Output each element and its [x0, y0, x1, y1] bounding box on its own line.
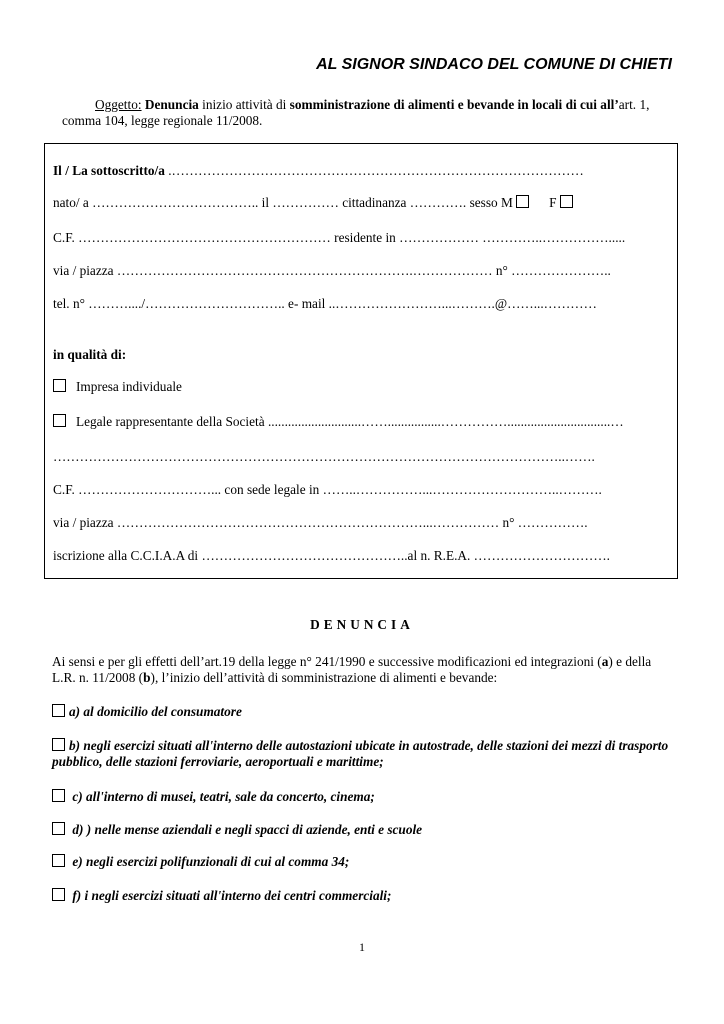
- sottoscritto-label: Il / La sottoscritto/a: [53, 163, 165, 178]
- cciaa-row[interactable]: iscrizione alla C.C.I.A.A di ………………………………………..al n. R.E.A. ………………………….: [53, 548, 610, 563]
- oggetto-text-2: art. 1, comma 104, legge regionale 11/2008.: [62, 97, 650, 128]
- option-a-checkbox[interactable]: [52, 704, 65, 717]
- option-f-checkbox[interactable]: [52, 888, 65, 901]
- page-number: 1: [359, 940, 365, 954]
- sesso-m-checkbox[interactable]: [516, 195, 529, 208]
- option-f-row: [52, 888, 676, 904]
- societa-dots-row[interactable]: ……………………………………………………………………………………………………..…….: [53, 449, 595, 464]
- impresa-label: Impresa individuale: [75, 379, 182, 394]
- option-d-row: [52, 822, 676, 838]
- denuncia-paragraph: [52, 654, 674, 686]
- cf-row[interactable]: C.F. ………………………………………………… residente in ……………… …………..…………….....: [53, 230, 626, 245]
- denuncia-title: DENUNCIA: [310, 617, 414, 632]
- sottoscritto-field: .…………………………………………………………………………………: [164, 163, 584, 178]
- option-c-checkbox[interactable]: [52, 789, 65, 802]
- option-e-row: [52, 854, 676, 870]
- cf-sede-row[interactable]: C.F. …………………………... con sede legale in ……..……………...………………………..……….: [53, 482, 602, 497]
- legale-checkbox[interactable]: [53, 414, 66, 427]
- impresa-checkbox[interactable]: [53, 379, 66, 392]
- denuncia-text-2: ) e della L.R. n. 11/2008 (: [52, 654, 652, 685]
- oggetto-label: Oggetto:: [95, 97, 142, 112]
- option-e-label: e) negli esercizi polifunzionali di cui al comma 34;: [72, 854, 350, 869]
- option-b-label: b) negli esercizi situati all'interno delle autostazioni ubicate in autostrade, delle stazioni dei mezzi di trasporto pubblico, delle stazioni ferroviarie, aeroportuali e marittime;: [52, 738, 669, 769]
- applicant-form-box: [44, 143, 678, 579]
- sesso-f-label: F: [549, 195, 557, 210]
- nato-field[interactable]: nato/ a ……………………………….. il …………… cittadinanza …………. sesso M: [53, 195, 513, 210]
- via-row[interactable]: via / piazza ………………………………………………………….……………… n° …………………..: [53, 263, 611, 278]
- sesso-f-checkbox[interactable]: [560, 195, 573, 208]
- option-d-checkbox[interactable]: [52, 822, 65, 835]
- denuncia-text-3: ), l’inizio dell’attività di somministrazione di alimenti e bevande:: [150, 670, 498, 685]
- oggetto-paragraph: [62, 97, 674, 129]
- via-sede-row[interactable]: via / piazza ……………………………………………………………...…………… n° …………….: [53, 515, 588, 530]
- qualita-heading: in qualità di:: [53, 347, 127, 362]
- denuncia-ref-b: b: [143, 670, 151, 685]
- impresa-row: [53, 379, 671, 395]
- option-c-row: [52, 789, 676, 805]
- option-a-row: [52, 704, 676, 720]
- oggetto-bold-text: somministrazione di alimenti e bevande in locali di cui all’: [289, 97, 619, 112]
- denuncia-text-1: Ai sensi e per gli effetti dell’art.19 della legge n° 241/1990 e successive modificazioni ed integrazioni (: [52, 654, 602, 669]
- option-c-label: c) all'interno di musei, teatri, sale da concerto, cinema;: [72, 789, 375, 804]
- tel-email-row[interactable]: tel. n° ………..../………………………….. e- mail ..……………………...……….@……...…………: [53, 296, 597, 311]
- option-b-checkbox[interactable]: [52, 738, 65, 751]
- legale-label[interactable]: Legale rappresentante della Società ............................……................……………...............................…: [75, 414, 624, 429]
- legale-row: [53, 414, 671, 430]
- option-e-checkbox[interactable]: [52, 854, 65, 867]
- oggetto-denuncia: Denuncia: [144, 97, 199, 112]
- oggetto-text-1: inizio attività di: [198, 97, 290, 112]
- denuncia-ref-a: a: [601, 654, 609, 669]
- option-d-label: d) ) nelle mense aziendali e negli spacci di aziende, enti e scuole: [72, 822, 423, 837]
- page-title: AL SIGNOR SINDACO DEL COMUNE DI CHIETI: [316, 56, 672, 73]
- sottoscritto-row[interactable]: [53, 163, 671, 179]
- option-f-label: f) i negli esercizi situati all'interno dei centri commerciali;: [72, 888, 392, 903]
- option-a-label: a) al domicilio del consumatore: [69, 704, 242, 719]
- nato-row: [53, 195, 671, 211]
- option-b-row: [52, 738, 676, 770]
